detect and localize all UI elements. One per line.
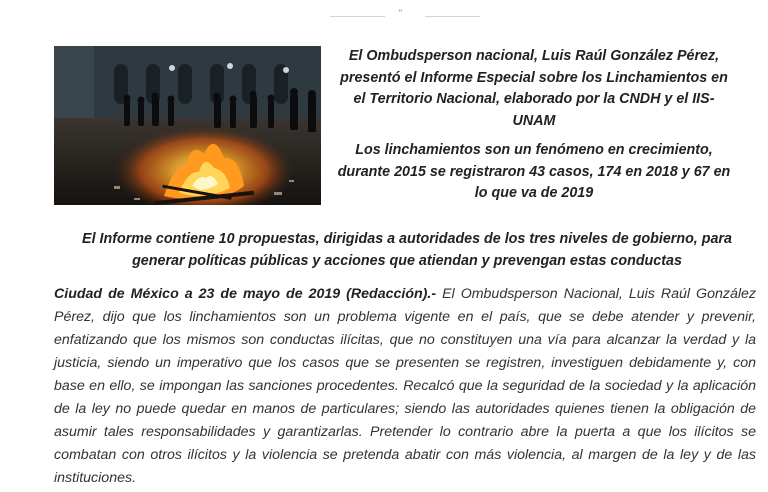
bonfire-photo-image	[54, 46, 321, 205]
proposals-highlight: El Informe contiene 10 propuestas, dirigidas a autoridades de los tres niveles de gobierno, para generar políticas públicas y acciones que atiendan y prevengan estas conductas	[82, 231, 732, 269]
divider-line-left	[330, 16, 385, 17]
divider-line-right	[425, 16, 480, 17]
quote-icon: “	[398, 9, 403, 19]
article-photo	[54, 46, 321, 205]
article-subtitles	[335, 46, 733, 213]
article-body	[54, 283, 756, 490]
subtitle-lynching-stats: Los linchamientos son un fenómeno en crecimiento, durante 2015 se registraron 43 casos, 174 en 2018 y 67 en lo que va de 2019	[337, 142, 731, 201]
top-divider	[330, 9, 480, 21]
dateline: Ciudad de México a 23 de mayo de 2019 (Redacción).-	[54, 286, 437, 302]
article-body-text: El Ombudsperson Nacional, Luis Raúl González Pérez, dijo que los linchamientos son un problema vigente en el país, que se debe atender y prevenir, enfatizando que los mismos son conductas ilícitas, que no constituyen una vía para alcanzar la verdad y la justicia, siendo un imperativo que los casos que se presenten se registren, investiguen debidamente y, con base en ello, se impongan las sanciones procedentes. Recalcó que la seguridad de la sociedad y la aplicación de la ley no puede quedar en manos de particulares; siendo las autoridades quienes tienen la obligación de asumir tales responsabilidades y garantizarlas. Pretender lo contrario abre la puerta a que los ilícitos se combatan con otros ilícitos y la violencia se pretenda abatir con más violencia, al margen de la ley y de las instituciones.	[54, 286, 756, 486]
subtitle-ombudsperson: El Ombudsperson nacional, Luis Raúl González Pérez, presentó el Informe Especial sobre los Linchamientos en el Territorio Nacional, elaborado por la CNDH y el IIS-UNAM	[340, 48, 728, 129]
